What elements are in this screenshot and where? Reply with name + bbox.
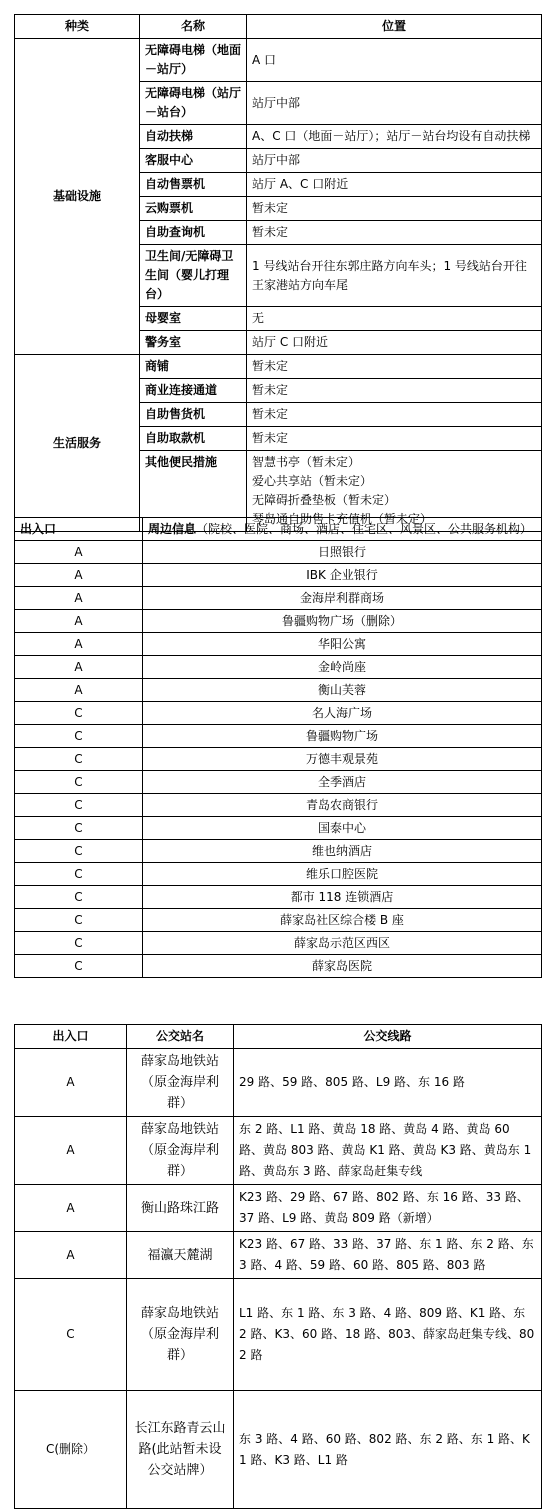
table-row bbox=[15, 771, 542, 794]
table-row bbox=[15, 840, 542, 863]
place-cell: 薛家岛医院 bbox=[143, 955, 542, 978]
place-cell: 万德丰观景苑 bbox=[143, 748, 542, 771]
exit-cell: C(删除） bbox=[15, 1391, 127, 1509]
bus-routes-cell: 东 2 路、L1 路、黄岛 18 路、黄岛 4 路、黄岛 60 路、黄岛 803 路、黄岛 K1 路、黄岛 K3 路、黄岛东 1 路、黄岛东 3 路、薛家岛赶集专线 bbox=[234, 1117, 542, 1185]
header-exit: 出入口 bbox=[15, 1025, 127, 1049]
location-line: 琴岛通自助售卡充值机（暂未定） bbox=[252, 512, 433, 526]
exit-cell: C bbox=[15, 725, 143, 748]
table-row bbox=[15, 725, 542, 748]
bus-routes-cell: 29 路、59 路、805 路、L9 路、东 16 路 bbox=[234, 1049, 542, 1117]
table-row bbox=[15, 702, 542, 725]
facility-location: 暂未定 bbox=[247, 403, 542, 427]
exit-cell: A bbox=[15, 610, 143, 633]
table-row bbox=[15, 1279, 542, 1391]
location-line: 智慧书亭（暂未定） bbox=[252, 455, 361, 469]
facility-name: 自助售货机 bbox=[140, 403, 247, 427]
table-row bbox=[15, 541, 542, 564]
table-row bbox=[15, 587, 542, 610]
facilities-header-row bbox=[15, 15, 542, 39]
place-cell: 金海岸利群商场 bbox=[143, 587, 542, 610]
header-name: 名称 bbox=[140, 15, 247, 39]
table-row bbox=[15, 1185, 542, 1232]
bus-stop-cell: 薛家岛地铁站（原金海岸利群） bbox=[127, 1117, 234, 1185]
exit-cell: C bbox=[15, 909, 143, 932]
place-cell: 维乐口腔医院 bbox=[143, 863, 542, 886]
place-cell: 国泰中心 bbox=[143, 817, 542, 840]
place-cell: 金岭尚座 bbox=[143, 656, 542, 679]
surroundings-header-row bbox=[15, 518, 542, 541]
place-cell: 维也纳酒店 bbox=[143, 840, 542, 863]
bus-stop-cell: 福瀛天麓湖 bbox=[127, 1232, 234, 1279]
table-row bbox=[15, 1117, 542, 1185]
header-info-title: 周边信息 bbox=[148, 522, 197, 536]
place-cell: 名人海广场 bbox=[143, 702, 542, 725]
facility-name: 商业连接通道 bbox=[140, 379, 247, 403]
place-cell: 鲁疆购物广场 bbox=[143, 725, 542, 748]
table-row bbox=[15, 1391, 542, 1509]
table-row bbox=[15, 817, 542, 840]
facility-name: 客服中心 bbox=[140, 149, 247, 173]
exit-cell: C bbox=[15, 932, 143, 955]
facility-location: 暂未定 bbox=[247, 197, 542, 221]
facility-location: A 口 bbox=[247, 39, 542, 82]
exit-cell: A bbox=[15, 679, 143, 702]
location-line: 无障碍折叠垫板（暂未定） bbox=[252, 493, 397, 507]
header-location: 位置 bbox=[247, 15, 542, 39]
table-row bbox=[15, 633, 542, 656]
table-row bbox=[15, 39, 542, 82]
facility-location: 站厅 A、C 口附近 bbox=[247, 173, 542, 197]
table-row bbox=[15, 748, 542, 771]
place-cell: 日照银行 bbox=[143, 541, 542, 564]
exit-cell: A bbox=[15, 541, 143, 564]
exit-cell: A bbox=[15, 633, 143, 656]
exit-cell: C bbox=[15, 955, 143, 978]
header-bus-routes: 公交线路 bbox=[234, 1025, 542, 1049]
facility-location: 暂未定 bbox=[247, 355, 542, 379]
bus-table bbox=[14, 1024, 542, 1509]
place-cell: 都市 118 连锁酒店 bbox=[143, 886, 542, 909]
facility-name: 自助查询机 bbox=[140, 221, 247, 245]
exit-cell: A bbox=[15, 1232, 127, 1279]
table-row bbox=[15, 355, 542, 379]
facility-name: 自动扶梯 bbox=[140, 125, 247, 149]
surroundings-table bbox=[14, 517, 542, 978]
facilities-table bbox=[14, 14, 542, 532]
exit-cell: A bbox=[15, 564, 143, 587]
exit-cell: C bbox=[15, 702, 143, 725]
exit-cell: A bbox=[15, 1117, 127, 1185]
category-cell: 生活服务 bbox=[15, 355, 140, 532]
bus-routes-cell: K23 路、29 路、67 路、802 路、东 16 路、33 路、37 路、L9 路、黄岛 809 路（新增） bbox=[234, 1185, 542, 1232]
bus-stop-cell: 长江东路青云山路(此站暂未设公交站牌） bbox=[127, 1391, 234, 1509]
facility-name: 无障碍电梯（站厅－站台） bbox=[140, 82, 247, 125]
facility-location: 暂未定 bbox=[247, 221, 542, 245]
facility-name: 警务室 bbox=[140, 331, 247, 355]
bus-routes-cell: L1 路、东 1 路、东 3 路、4 路、809 路、K1 路、东 2 路、K3、60 路、18 路、803、薛家岛赶集专线、802 路 bbox=[234, 1279, 542, 1391]
header-category: 种类 bbox=[15, 15, 140, 39]
exit-cell: C bbox=[15, 817, 143, 840]
exit-cell: C bbox=[15, 840, 143, 863]
exit-cell: C bbox=[15, 863, 143, 886]
place-cell: 薛家岛社区综合楼 B 座 bbox=[143, 909, 542, 932]
location-line: 爱心共享站（暂未定） bbox=[252, 474, 373, 488]
place-cell: 全季酒店 bbox=[143, 771, 542, 794]
header-bus-stop: 公交站名 bbox=[127, 1025, 234, 1049]
table-row bbox=[15, 863, 542, 886]
facility-location: 站厅中部 bbox=[247, 149, 542, 173]
place-cell: 鲁疆购物广场（删除） bbox=[143, 610, 542, 633]
facility-name: 云购票机 bbox=[140, 197, 247, 221]
facility-location: 暂未定 bbox=[247, 427, 542, 451]
place-cell: 青岛农商银行 bbox=[143, 794, 542, 817]
exit-cell: A bbox=[15, 1185, 127, 1232]
bus-stop-cell: 薛家岛地铁站（原金海岸利群） bbox=[127, 1049, 234, 1117]
facility-location: 无 bbox=[247, 307, 542, 331]
bus-stop-cell: 薛家岛地铁站（原金海岸利群） bbox=[127, 1279, 234, 1391]
facility-name: 无障碍电梯（地面－站厅） bbox=[140, 39, 247, 82]
exit-cell: C bbox=[15, 1279, 127, 1391]
facility-location: 站厅中部 bbox=[247, 82, 542, 125]
table-row bbox=[15, 1232, 542, 1279]
exit-cell: A bbox=[15, 587, 143, 610]
header-exit: 出入口 bbox=[15, 518, 143, 541]
exit-cell: C bbox=[15, 771, 143, 794]
bus-header-row bbox=[15, 1025, 542, 1049]
table-row bbox=[15, 679, 542, 702]
bus-stop-cell: 衡山路珠江路 bbox=[127, 1185, 234, 1232]
exit-cell: C bbox=[15, 886, 143, 909]
exit-cell: A bbox=[15, 1049, 127, 1117]
facility-name: 母婴室 bbox=[140, 307, 247, 331]
place-cell: 华阳公寓 bbox=[143, 633, 542, 656]
table-row bbox=[15, 794, 542, 817]
bus-routes-cell: K23 路、67 路、33 路、37 路、东 1 路、东 2 路、东 3 路、4 路、59 路、60 路、805 路、803 路 bbox=[234, 1232, 542, 1279]
facility-name: 自助取款机 bbox=[140, 427, 247, 451]
facility-name: 其他便民措施 bbox=[140, 451, 247, 532]
category-cell: 基础设施 bbox=[15, 39, 140, 355]
place-cell: 衡山芙蓉 bbox=[143, 679, 542, 702]
facility-location: A、C 口（地面－站厅）；站厅－站台均设有自动扶梯 bbox=[247, 125, 542, 149]
exit-cell: C bbox=[15, 794, 143, 817]
table-row bbox=[15, 909, 542, 932]
facility-name: 自动售票机 bbox=[140, 173, 247, 197]
facility-name: 卫生间/无障碍卫生间（婴儿打理台） bbox=[140, 245, 247, 307]
table-row bbox=[15, 932, 542, 955]
table-row bbox=[15, 886, 542, 909]
place-cell: 薛家岛示范区西区 bbox=[143, 932, 542, 955]
facility-location: 1 号线站台开往东郭庄路方向车头；1 号线站台开往王家港站方向车尾 bbox=[247, 245, 542, 307]
facility-name: 商铺 bbox=[140, 355, 247, 379]
exit-cell: C bbox=[15, 748, 143, 771]
table-row bbox=[15, 1049, 542, 1117]
table-row bbox=[15, 564, 542, 587]
header-info bbox=[143, 518, 542, 541]
header-info-detail: （院校、医院、商场、酒店、住宅区、风景区、公共服务机构） bbox=[196, 522, 533, 536]
facility-location: 暂未定 bbox=[247, 379, 542, 403]
table-row bbox=[15, 955, 542, 978]
exit-cell: A bbox=[15, 656, 143, 679]
place-cell: IBK 企业银行 bbox=[143, 564, 542, 587]
bus-routes-cell: 东 3 路、4 路、60 路、802 路、东 2 路、东 1 路、K1 路、K3 路、L1 路 bbox=[234, 1391, 542, 1509]
table-row bbox=[15, 656, 542, 679]
facility-location: 站厅 C 口附近 bbox=[247, 331, 542, 355]
table-row bbox=[15, 610, 542, 633]
